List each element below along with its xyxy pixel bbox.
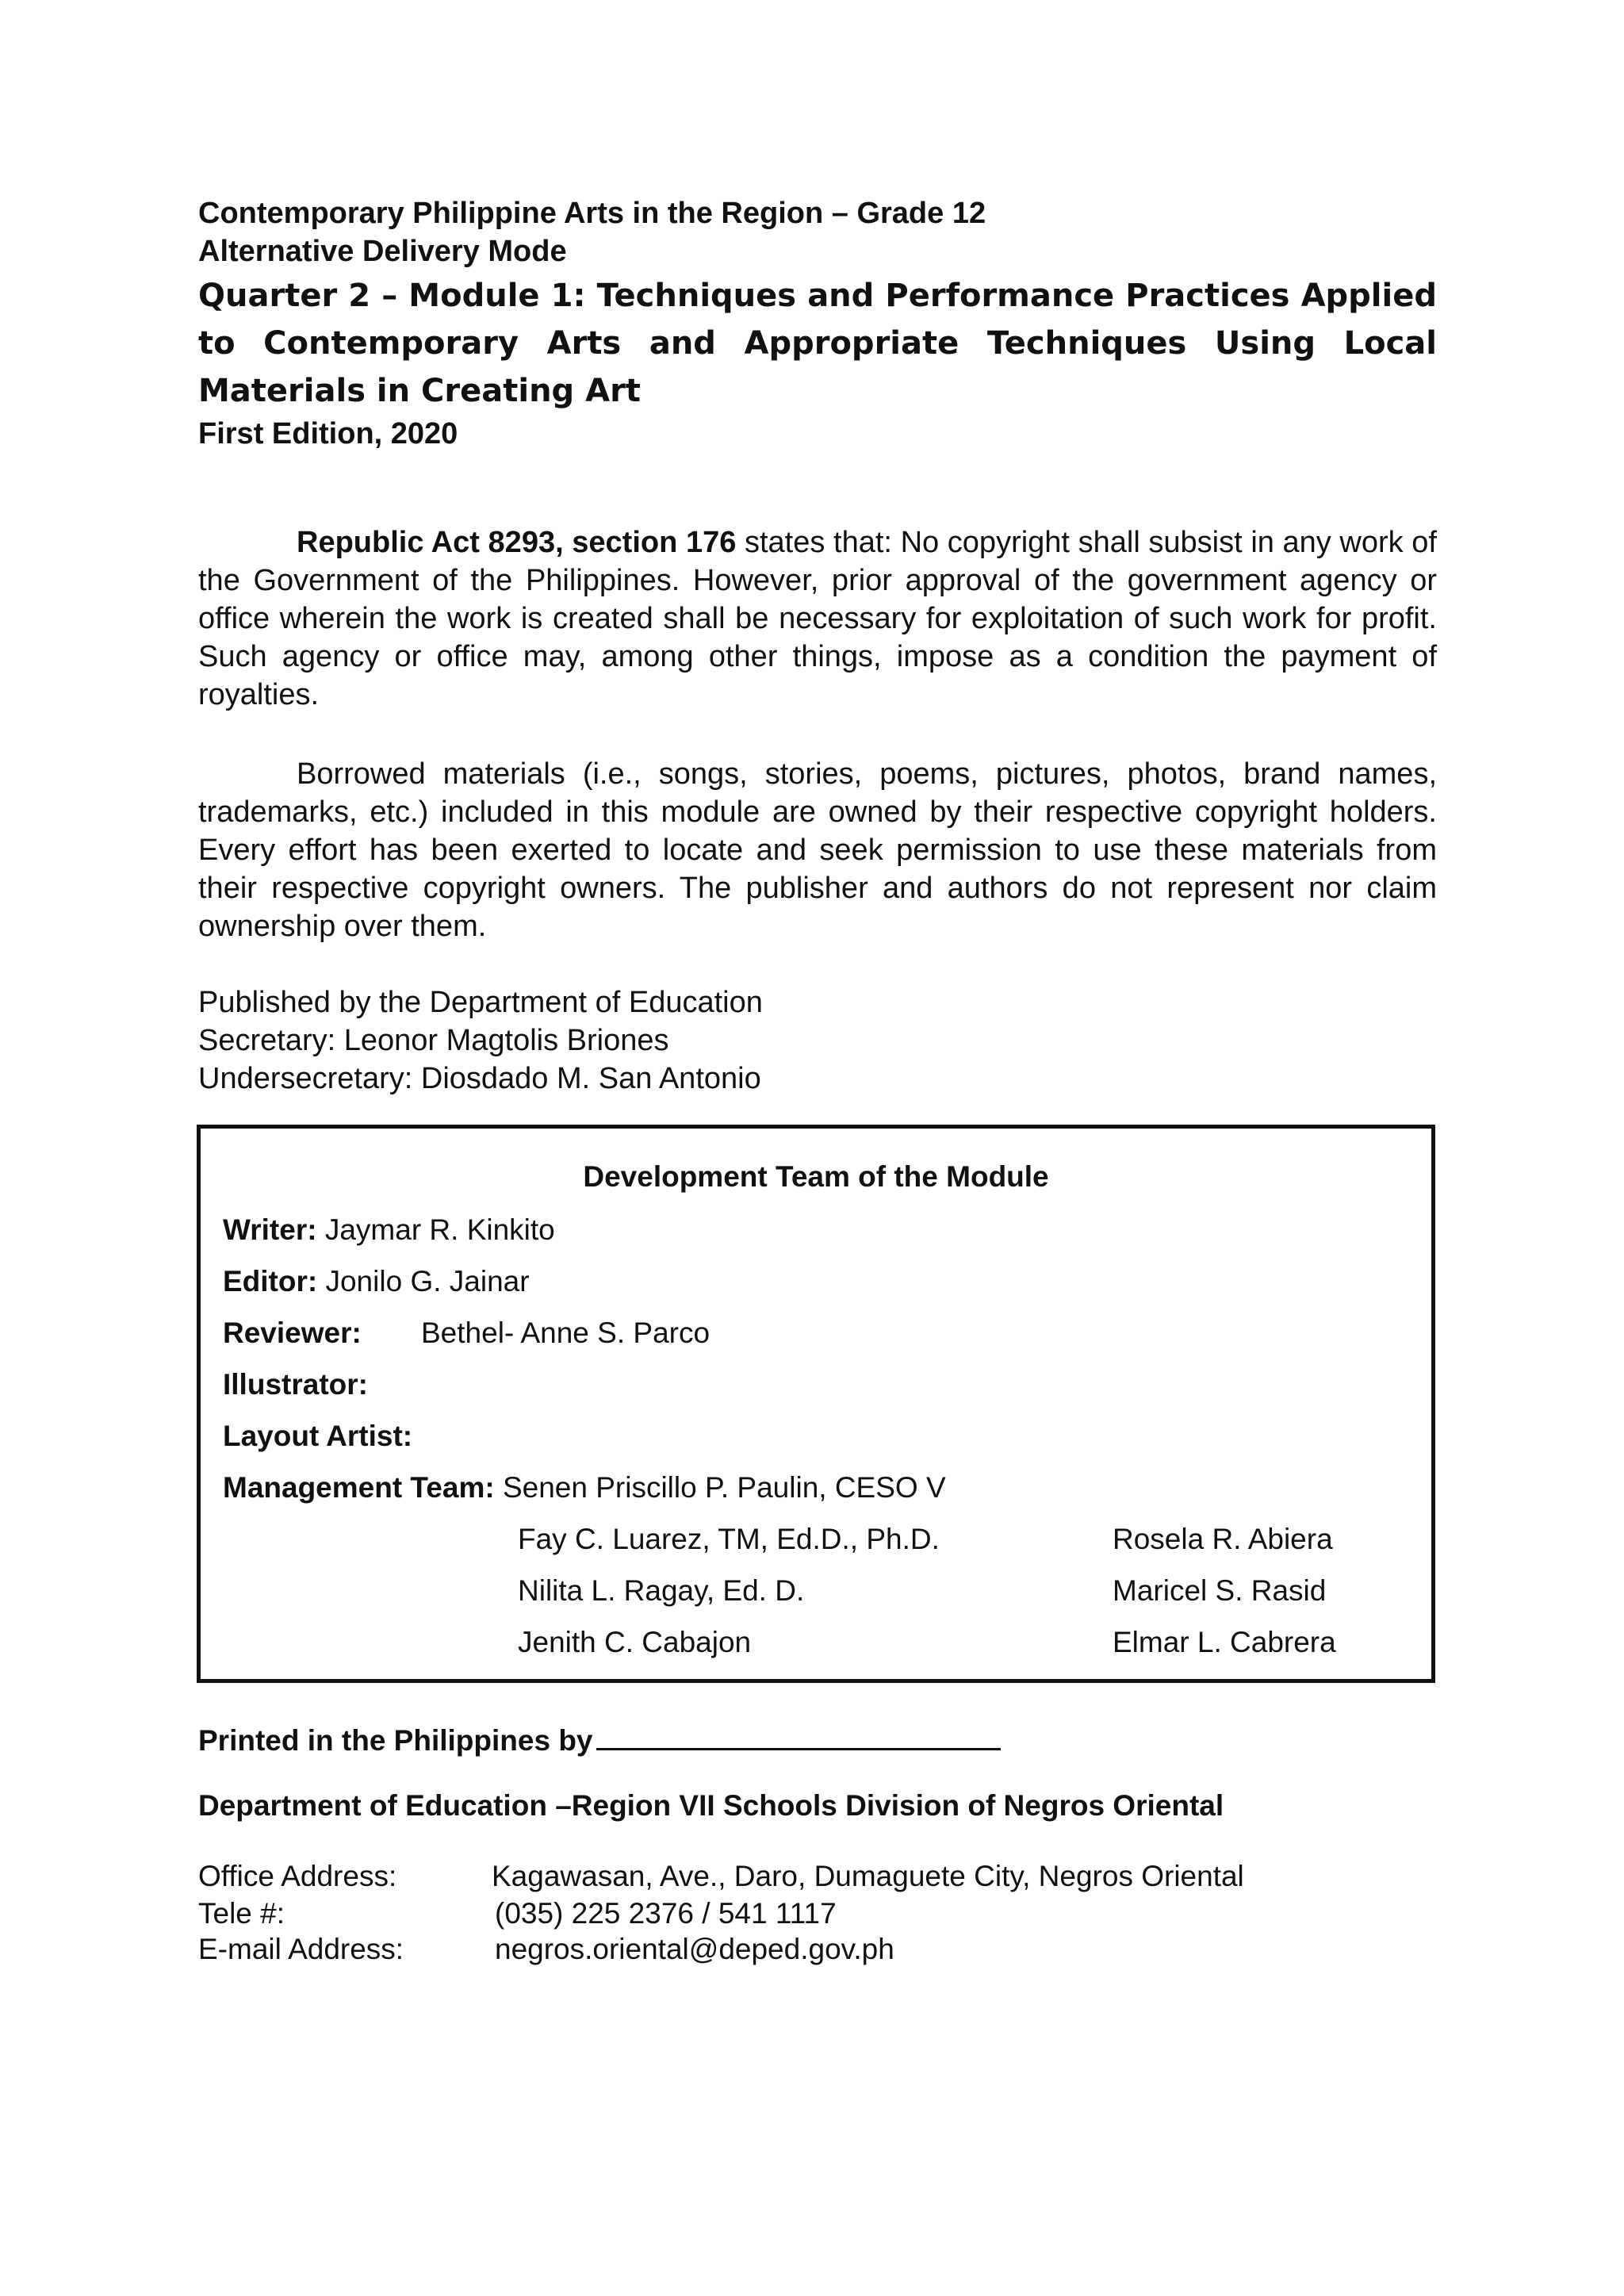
delivery-mode: Alternative Delivery Mode (198, 235, 567, 268)
address-value: Kagawasan, Ave., Daro, Dumaguete City, Negros Oriental (492, 1860, 1244, 1892)
email-label: E-mail Address: (198, 1933, 404, 1965)
publisher-block (198, 983, 1437, 1098)
header-block (198, 194, 1437, 453)
secretary: Secretary: Leonor Magtolis Briones (198, 1024, 669, 1057)
management-right-1: Rosela R. Abiera (1113, 1523, 1333, 1555)
management-right-3: Elmar L. Cabrera (1113, 1626, 1336, 1658)
copyright-text: states that: No copyright shall subsist in any work of the Government of the Philippines. However, prior approval of the government agency or office wherein the work is created shall be necessary for exploitation of such work for profit. Such agency or office may, among other things, impose as a condition the payment of royalties. (198, 526, 1437, 711)
management-left-1: Fay C. Luarez, TM, Ed.D., Ph.D. (518, 1523, 940, 1555)
copyright-paragraph (198, 523, 1437, 714)
management-right-2: Maricel S. Rasid (1113, 1574, 1327, 1607)
editor-name: Jonilo G. Jainar (325, 1265, 530, 1297)
development-team-box (197, 1125, 1435, 1683)
reviewer-name: Bethel- Anne S. Parco (421, 1317, 710, 1349)
borrowed-paragraph (198, 755, 1437, 945)
management-left-3: Jenith C. Cabajon (518, 1626, 752, 1658)
management-left-2: Nilita L. Ragay, Ed. D. (518, 1574, 805, 1607)
borrowed-text: Borrowed materials (i.e., songs, stories, poems, pictures, photos, brand names, trademarks, etc.) included in this module are owned by their respective copyright holders. Every effort has been exerted to locate and seek permission to use these materials from their respective copyright owners. The publisher and authors do not represent nor claim ownership over them. (198, 757, 1437, 943)
email-value: negros.oriental@deped.gov.ph (495, 1933, 894, 1965)
division-name: Department of Education –Region VII Schools Division of Negros Oriental (198, 1789, 1224, 1822)
team-title: Development Team of the Module (583, 1160, 1049, 1193)
undersecretary: Undersecretary: Diosdado M. San Antonio (198, 1062, 761, 1095)
editor-row: Editor: Jonilo G. Jainar (223, 1265, 530, 1297)
writer-name: Jaymar R. Kinkito (324, 1213, 555, 1246)
management-row: Management Team: Senen Priscillo P. Paulin, CESO V (223, 1471, 946, 1504)
layout-artist-row: Layout Artist: (223, 1420, 413, 1452)
tele-value: (035) 225 2376 / 541 1117 (495, 1897, 837, 1930)
course-title: Contemporary Philippine Arts in the Region – Grade 12 (198, 197, 986, 230)
tele-label: Tele #: (198, 1897, 285, 1930)
module-title: Quarter 2 – Module 1: Techniques and Performance Practices Applied to Contemporary Arts and Appropriate Techniques Using Local Materials in Creating Art (198, 278, 1437, 409)
management-first: Senen Priscillo P. Paulin, CESO V (502, 1471, 946, 1504)
illustrator-row: Illustrator: (223, 1368, 368, 1401)
address-label: Office Address: (198, 1860, 397, 1892)
printer-blank (596, 1719, 1001, 1750)
copyright-law: Republic Act 8293, section 176 (297, 526, 737, 559)
published-by: Published by the Department of Education (198, 986, 763, 1019)
edition: First Edition, 2020 (198, 417, 458, 450)
reviewer-row: Reviewer: Bethel- Anne S. Parco (223, 1317, 710, 1349)
writer-row: Writer: Jaymar R. Kinkito (223, 1213, 555, 1246)
printed-line: Printed in the Philippines by (198, 1719, 1001, 1757)
